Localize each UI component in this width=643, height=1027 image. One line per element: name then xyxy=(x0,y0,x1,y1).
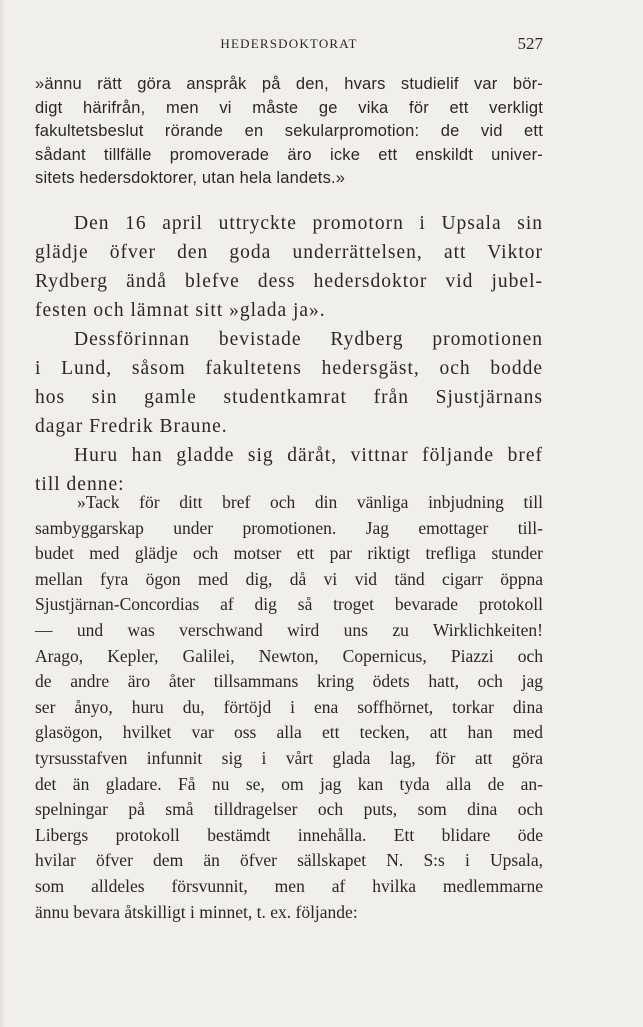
quote-paragraph xyxy=(35,73,543,191)
text-line: Rydberg ändå blefve dess hedersdoktor vid jubel- xyxy=(35,271,543,292)
text-line: sambyggarskap under promotionen. Jag emottager till- xyxy=(35,517,543,538)
text-line: Sjustjärnan-Concordias af dig så troget bevarade protokoll xyxy=(35,594,543,615)
text-line: Dessförinnan bevistade Rydberg promotionen xyxy=(74,329,543,350)
text-line: »ännu rätt göra anspråk på den, hvars studielif var bör- xyxy=(35,75,543,93)
text-line: i Lund, såsom fakultetens hedersgäst, och bodde xyxy=(35,358,543,379)
letter-paragraph xyxy=(35,490,543,925)
text-line: sådant tillfälle promoverade äro icke ett enskildt univer- xyxy=(35,145,543,164)
text-line: fakultetsbeslut rörande en sekularpromotion: de vid ett xyxy=(35,122,543,140)
text-line: ännu bevara åtskilligt i minnet, t. ex. följande: xyxy=(35,901,358,922)
narrative-paragraphs xyxy=(35,209,543,499)
text-line: hos sin gamle studentkamrat från Sjustjärnans xyxy=(35,387,543,408)
text-line: glasögon, hvilket var oss alla ett tecken, att han med xyxy=(35,722,543,743)
text-line: festen och lämnat sitt »glada ja». xyxy=(35,300,326,321)
text-line: mellan fyra ögon med dig, då vi vid tänd cigarr öppna xyxy=(35,568,543,589)
text-line: sitets hedersdoktorer, utan hela landets.» xyxy=(35,169,346,187)
text-line: Libergs protokoll bestämdt innehålla. Ett blidare öde xyxy=(35,824,543,845)
text-line: till denne: xyxy=(35,474,125,495)
text-line: hvilar öfver dem än öfver sällskapet N. S:s i Upsala, xyxy=(35,850,543,871)
text-line: tyrsusstafven infunnit sig i vårt glada lag, för att göra xyxy=(35,747,543,768)
page-edge-shadow xyxy=(0,0,6,1027)
text-line: budet med glädje och motser ett par riktigt trefliga stunder xyxy=(35,543,543,564)
text-line: Huru han gladde sig däråt, vittnar följande bref xyxy=(74,445,543,466)
text-line: det än gladare. Få nu se, om jag kan tyda alla de an- xyxy=(35,773,543,794)
text-line: ser ånyo, huru du, förtöjd i ena soffhörnet, torkar dina xyxy=(35,696,543,717)
text-line: Den 16 april uttryckte promotorn i Upsala sin xyxy=(74,213,543,234)
text-line: glädje öfver den goda underrättelsen, att Viktor xyxy=(35,242,543,263)
text-line: spelningar på små tilldragelser och puts, som dina och xyxy=(35,799,543,820)
text-line: digt härifrån, men vi måste ge vika för ett verkligt xyxy=(35,98,543,117)
text-line: Arago, Kepler, Galilei, Newton, Copernicus, Piazzi och xyxy=(35,645,543,666)
page-header xyxy=(35,34,543,56)
text-line: som alldeles försvunnit, men af hvilka medlemmarne xyxy=(35,875,543,896)
page-number: 527 xyxy=(517,34,543,53)
text-line: de andre äro åter tillsammans kring ödets hatt, och jag xyxy=(35,671,543,692)
text-line: dagar Fredrik Braune. xyxy=(35,416,228,437)
running-title: HEDERSDOKTORAT xyxy=(220,36,358,51)
text-line: »Tack för ditt bref och din vänliga inbjudning till xyxy=(77,492,543,512)
text-line: — und was verschwand wird uns zu Wirklichkeiten! xyxy=(35,619,543,640)
